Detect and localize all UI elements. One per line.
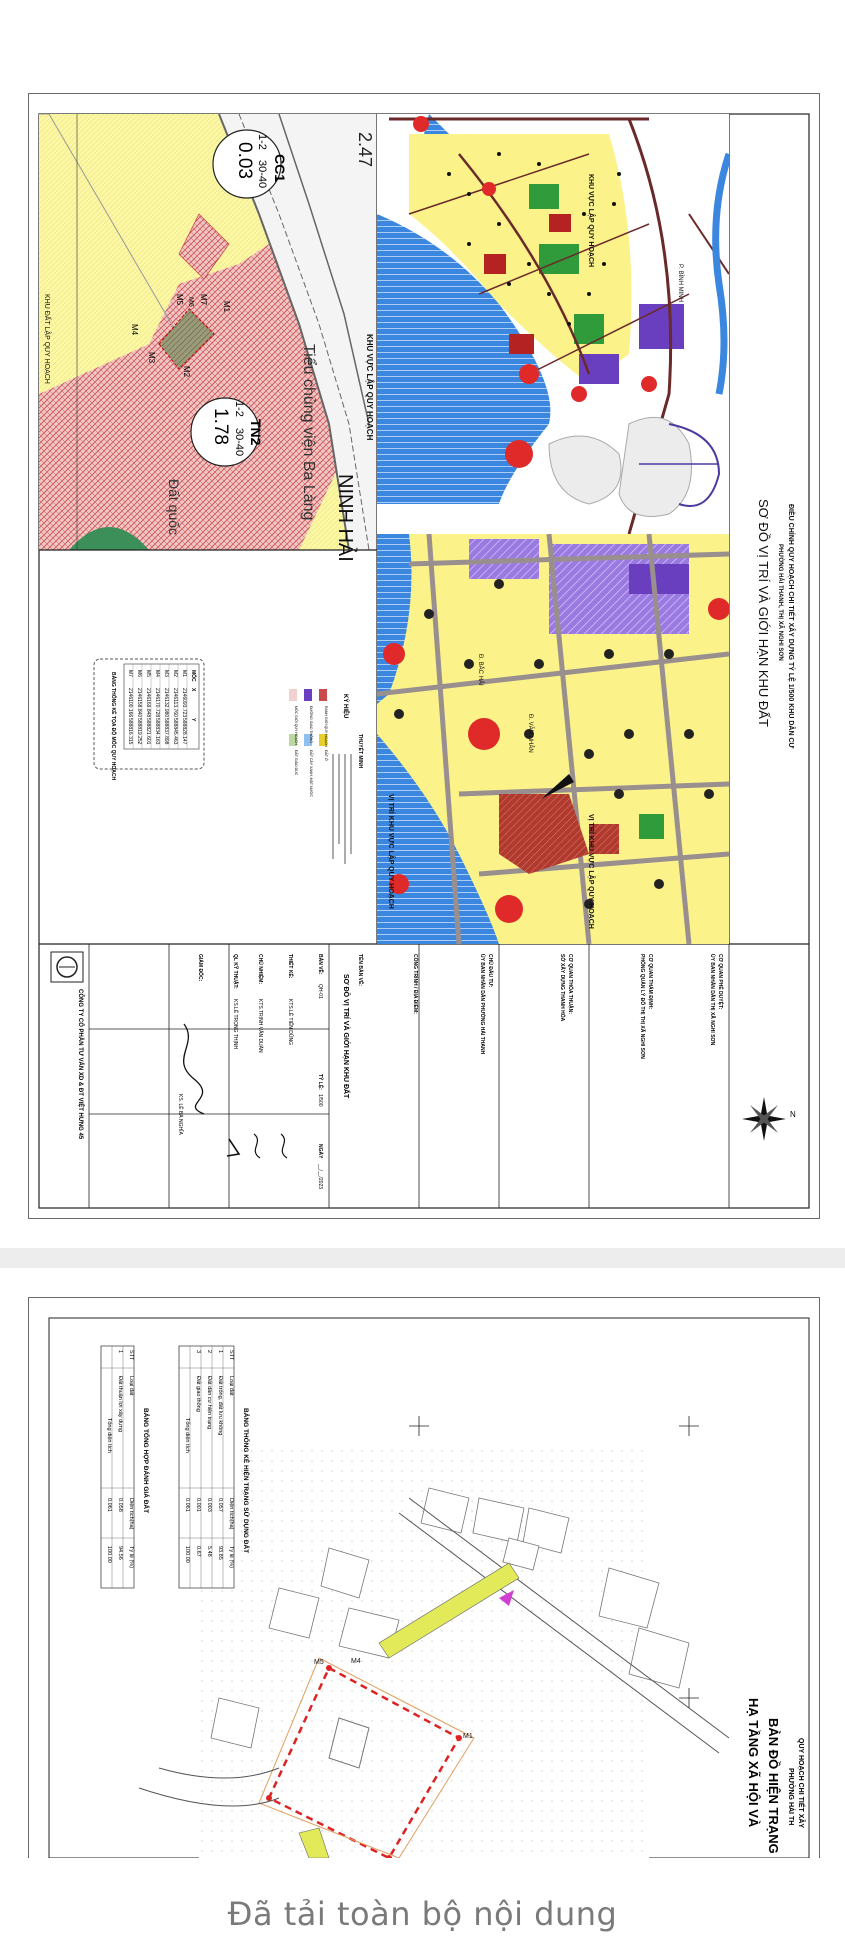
eval-table-cell: 0.061: [106, 1498, 112, 1512]
status-table-cell: 5.48: [206, 1546, 212, 1557]
marker-m4: M4: [130, 324, 139, 336]
load-status-text: Đã tải toàn bộ nội dung: [227, 1895, 618, 1933]
svg-text:TN2: TN2: [248, 419, 264, 446]
notes-title: THUYẾT MINH: [357, 734, 363, 769]
planning-sheet-svg: [29, 94, 819, 1218]
svg-text:QUY HOẠCH CHI TIẾT XÂY: QUY HOẠCH CHI TIẾT XÂY: [797, 1738, 804, 1829]
svg-text:0.03: 0.03: [234, 142, 255, 179]
coord-cell: 588837.898: [163, 718, 169, 745]
coord-cell: 2146100.166: [127, 688, 133, 718]
marker-m7: M7: [199, 294, 208, 306]
svg-text:RANH GIỚI QUY HOẠCH: RANH GIỚI QUY HOẠCH: [324, 706, 328, 747]
coord-header-cell: X: [190, 688, 196, 692]
svg-text:30-40: 30-40: [256, 160, 268, 189]
sheet-title-sub: PHƯỜNG HẢI THANH, THỊ XÃ NGHI SƠN: [777, 544, 783, 661]
svg-text:KTS.LÊ TIẾN DŨNG: KTS.LÊ TIẾN DŨNG: [287, 999, 293, 1046]
svg-text:TÊN BẢN VẼ:: TÊN BẢN VẼ:: [357, 954, 363, 986]
svg-text:KS. LÊ BÁ NGHĨA: KS. LÊ BÁ NGHĨA: [177, 1094, 183, 1135]
legend-block: [289, 689, 364, 864]
sheet-section-title: SƠ ĐỒ VỊ TRÍ VÀ GIỚI HẠN KHU ĐẤT: [756, 499, 771, 727]
svg-text:BẢN VẼ:: BẢN VẼ:: [317, 954, 323, 975]
status-table-cell: 3: [195, 1350, 201, 1354]
coord-cell: M6: [136, 670, 142, 677]
svg-text:ĐẤT GIÁO DỤC: ĐẤT GIÁO DỤC: [294, 750, 298, 776]
status-table-cell: Đất dân cư hiện trạng: [206, 1376, 212, 1430]
status-table-cell: 1: [217, 1350, 223, 1354]
status-table-cell: 100.00: [184, 1546, 190, 1563]
status-table-header-cell: Tỷ lệ (%): [228, 1546, 234, 1568]
marker-m1: M1: [222, 301, 231, 313]
svg-text:1.78: 1.78: [210, 408, 231, 445]
svg-text:CHỦ ĐẦU TƯ:: CHỦ ĐẦU TƯ:: [487, 954, 493, 988]
svg-text:MỐC GIỚI QUY HOẠCH: MỐC GIỚI QUY HOẠCH: [294, 706, 298, 745]
status-table-cell: Tổng diện tích: [184, 1418, 190, 1453]
svg-text:M5: M5: [314, 1659, 324, 1666]
coord-cell: 2146132.980: [163, 688, 169, 718]
marker-m3: M3: [147, 352, 156, 364]
eval-table-header-cell: Tỷ lệ (%): [128, 1546, 134, 1568]
svg-text:HẠ TẦNG XÃ HỘI VÀ: HẠ TẦNG XÃ HỘI VÀ: [746, 1698, 761, 1828]
svg-text:ỦY BAN NHÂN DÂN PHƯỜNG HẢI THA: ỦY BAN NHÂN DÂN PHƯỜNG HẢI THANH: [479, 954, 485, 1055]
coord-cell: 588845.463: [172, 718, 178, 745]
mid-map-label: VỊ TRÍ KHU VỰC LẬP QUY HOẠCH: [387, 794, 394, 909]
coord-cell: 2146158.840: [136, 688, 142, 718]
status-table-header-cell: Loại đất: [228, 1376, 234, 1396]
svg-text:KS.LÊ TRỌNG THỊNH: KS.LÊ TRỌNG THỊNH: [232, 999, 238, 1050]
svg-text:ĐẤT CÂY XANH, MẶT NƯỚC: ĐẤT CÂY XANH, MẶT NƯỚC: [309, 750, 313, 798]
coord-cell: 588819.252: [136, 718, 142, 745]
status-table-cell: 2: [206, 1350, 212, 1354]
svg-text:N: N: [790, 1110, 796, 1119]
coord-cell: 2146113.760: [172, 688, 178, 717]
svg-text:30-40: 30-40: [233, 428, 245, 457]
svg-text:CÔNG TRÌNH / ĐỊA ĐIỂM:: CÔNG TRÌNH / ĐỊA ĐIỂM:: [412, 954, 418, 1014]
eval-table-header-cell: STT: [128, 1350, 134, 1361]
svg-text:THIẾT KẾ:: THIẾT KẾ:: [287, 954, 293, 979]
mid-street-1: Đ. VĂN NHÂN: [527, 714, 533, 753]
land-use-tables: [101, 1346, 252, 1588]
coord-header-cell: Y: [190, 718, 196, 722]
coord-cell: M2: [172, 670, 178, 677]
eval-table-header-cell: Loại đất: [128, 1376, 134, 1396]
svg-text:KTS.TRỊNH VĂN DUẨN: KTS.TRỊNH VĂN DUẨN: [257, 999, 263, 1053]
svg-text:PHƯỜNG HẢI TH: PHƯỜNG HẢI TH: [787, 1768, 794, 1826]
status-table-cell: 0.67: [195, 1546, 201, 1557]
coord-cell: M3: [163, 670, 169, 677]
coord-cell: 588821.601: [145, 718, 151, 745]
zoom-road-label: NINH HẢI: [334, 474, 356, 562]
coord-cell: M5: [145, 670, 151, 677]
coordinate-table: [94, 659, 204, 780]
coord-cell: M4: [154, 670, 160, 677]
svg-text:CƠ QUAN PHÊ DUYỆT:: CƠ QUAN PHÊ DUYỆT:: [717, 954, 723, 1010]
eval-table-cell: 100.00: [106, 1546, 112, 1563]
coord-table-title: BẢNG THỐNG KÊ TỌA ĐỘ MỐC QUY HOẠCH: [110, 672, 116, 781]
status-table-header-cell: Diện tích(ha): [228, 1498, 234, 1530]
legend-title: KÝ HIỆU: [342, 694, 348, 719]
svg-text:1-2: 1-2: [256, 134, 268, 150]
zoom-boundary-label: KHU ĐẤT LẬP QUY HOẠCH: [43, 294, 50, 384]
svg-text:BẢN ĐỒ HIỆN TRẠNG: BẢN ĐỒ HIỆN TRẠNG: [766, 1718, 781, 1854]
zoom-detail-map: [39, 114, 377, 562]
eval-table-cell: 0.058: [117, 1498, 123, 1512]
company-name: CÔNG TY CỔ PHẦN TƯ VẤN XD & ĐT VIỆT HƯNG 45: [77, 989, 83, 1140]
coord-cell: 2146170.728: [154, 688, 160, 718]
svg-text:PHÒNG QUẢN LÝ ĐÔ THỊ THỊ XÃ NG: PHÒNG QUẢN LÝ ĐÔ THỊ THỊ XÃ NGHI SƠN: [639, 954, 645, 1059]
svg-text:ĐẤT Ở: ĐẤT Ở: [324, 750, 328, 761]
zoom-area-label: KHU VỰC LẬP QUY HOẠCH: [365, 334, 374, 441]
context-map-top: [377, 114, 729, 534]
title-block: [51, 944, 729, 1208]
mid-map-inner-label: VỊ TRÍ KHU VỰC LẬP QUY HOẠCH: [587, 814, 594, 929]
svg-text:1-2: 1-2: [233, 401, 245, 417]
eval-table-header-cell: Diện tích(ha): [128, 1498, 134, 1530]
mid-street-2: Đ. BẮC HẢI: [477, 654, 483, 686]
coord-cell: 588828.147: [181, 718, 187, 745]
coord-header-cell: MỐC: [190, 670, 196, 682]
svg-text:CƠ QUAN THỎA THUẬN:: CƠ QUAN THỎA THUẬN:: [567, 954, 573, 1014]
eval-table-cell: Tổng diện tích: [106, 1418, 112, 1453]
status-table-cell: 93.85: [217, 1546, 223, 1560]
svg-text:1/500: 1/500: [317, 1094, 323, 1107]
svg-text:ỦY BAN NHÂN DÂN THỊ XÃ NGHI SƠ: ỦY BAN NHÂN DÂN THỊ XÃ NGHI SƠN: [709, 954, 715, 1046]
coord-cell: 2146093.723: [181, 688, 187, 718]
top-map-street-label: P. BÌNH MINH: [677, 264, 683, 302]
svg-text:M4: M4: [351, 1658, 361, 1665]
sheet2-title: [746, 1698, 807, 1854]
status-table-header-cell: STT: [228, 1350, 234, 1361]
sheet-title-main: ĐIỀU CHỈNH QUY HOẠCH CHI TIẾT XÂY DỰNG TỶ LỆ 1/500 KHU DÂN CƯ: [787, 504, 794, 749]
status-table-cell: 0.001: [195, 1498, 201, 1512]
svg-text:GIÁM ĐỐC:: GIÁM ĐỐC:: [197, 954, 203, 982]
eval-table-cell: 94.56: [117, 1546, 123, 1560]
signature-director: [184, 1024, 204, 1114]
company-logo-icon: [51, 952, 83, 982]
status-table-cell: Đất trống, đất lưu không: [217, 1376, 223, 1436]
svg-text:TỶ LỆ:: TỶ LỆ:: [317, 1074, 323, 1090]
eval-table-cell: Đất thuận lợi xây dựng: [117, 1376, 123, 1432]
eval-table-title: BẢNG TỔNG HỢP ĐÁNH GIÁ ĐẤT: [142, 1408, 149, 1514]
drawing-sheet-1: [28, 93, 820, 1219]
svg-text:QL KỸ THUẬT:: QL KỸ THUẬT:: [232, 954, 238, 989]
coord-cell: 588816.315: [127, 718, 133, 745]
eval-table-cell: 1: [117, 1350, 123, 1354]
status-table-title: BẢNG THỐNG KÊ HIỆN TRẠNG SỬ DỤNG ĐẤT: [242, 1408, 249, 1554]
compass-icon: [742, 1097, 796, 1141]
coord-cell: M1: [181, 670, 187, 677]
status-table-cell: 0.061: [184, 1498, 190, 1512]
zoom-top-number: 2.47: [355, 132, 375, 168]
right-title-strip: [742, 499, 797, 1141]
status-table-cell: Đất giao thông: [195, 1376, 201, 1412]
status-table-cell: 0.003: [206, 1498, 212, 1512]
drawing-sheet-2: [28, 1297, 820, 1858]
svg-text:CƠ QUAN THẨM ĐỊNH:: CƠ QUAN THẨM ĐỊNH:: [647, 954, 653, 1010]
status-table-cell: 0.057: [217, 1498, 223, 1512]
svg-text:CHỦ NHIỆM:: CHỦ NHIỆM:: [257, 954, 263, 984]
marker-m6: M6: [187, 297, 194, 307]
coord-cell: M7: [127, 670, 133, 677]
current-status-map-svg: [29, 1298, 819, 1858]
svg-text:__/__/2023: __/__/2023: [317, 1164, 323, 1190]
svg-text:CC1: CC1: [272, 154, 288, 183]
top-map-area-label: KHU VỰC LẬP QUY HOẠCH: [587, 174, 594, 268]
svg-text:SỞ XÂY DỰNG THANH HÓA: SỞ XÂY DỰNG THANH HÓA: [559, 954, 565, 1022]
svg-text:M1: M1: [463, 1733, 473, 1740]
svg-text:QH-01: QH-01: [317, 984, 323, 999]
svg-text:ĐƯỜNG GIAO THÔNG: ĐƯỜNG GIAO THÔNG: [309, 706, 313, 744]
page-separator: [0, 1248, 845, 1268]
marker-m5: M5: [175, 294, 184, 306]
marker-m2: M2: [182, 366, 191, 378]
location-map: [377, 534, 730, 944]
zoom-land-label: Đất quốc: [166, 479, 182, 536]
coord-cell: 2146169.848: [145, 688, 151, 718]
drawing-name: SƠ ĐỒ VỊ TRÍ VÀ GIỚI HẠN KHU ĐẤT: [342, 974, 349, 1099]
svg-text:NGÀY: NGÀY: [317, 1144, 323, 1159]
zoom-temple-label: Tiểu chủng viện Ba Làng: [300, 344, 317, 521]
coord-cell: 588834.163: [154, 718, 160, 745]
